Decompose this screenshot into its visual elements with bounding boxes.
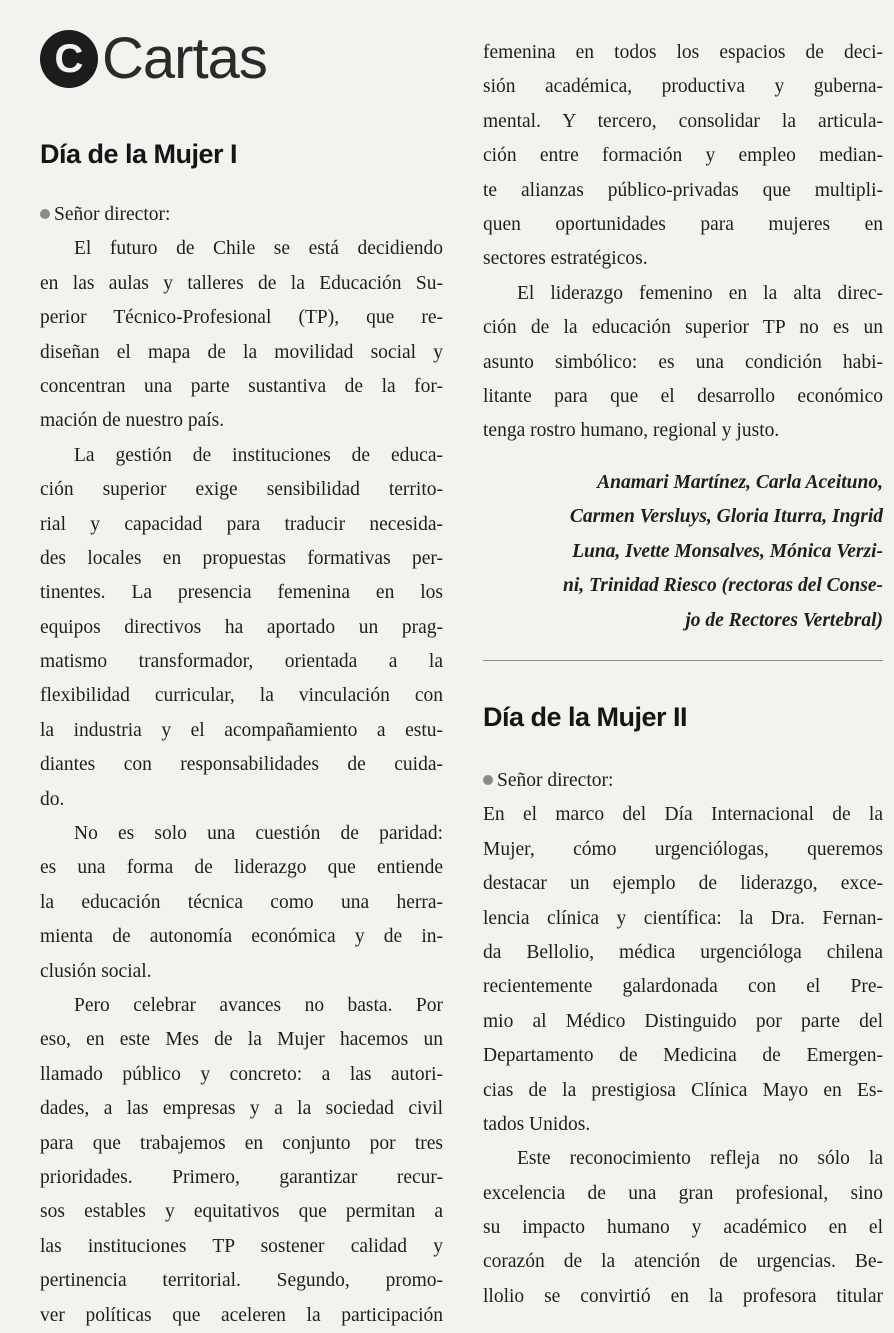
letter1-signature — [483, 466, 883, 638]
text-line: mio al Médico Distinguido por parte del — [483, 1010, 883, 1032]
text-line: dades, a las empresas y a la sociedad civil — [40, 1098, 443, 1120]
text-line: la industria y el acompañamiento a estu- — [40, 719, 443, 741]
text-line: No es solo una cuestión de paridad: — [74, 823, 443, 845]
text-line: concentran una parte sustantiva de la for- — [40, 375, 443, 397]
text-line: asunto simbólico: es una condición habi- — [483, 351, 883, 373]
letter2-salutation — [483, 764, 883, 798]
letter1-body — [40, 198, 443, 1333]
text-line: excelencia de una gran profesional, sino — [483, 1182, 883, 1204]
text-line: mienta de autonomía económica y de in- — [40, 926, 443, 948]
letter2-lines — [483, 798, 883, 1314]
text-line: quen oportunidades para mujeres en — [483, 213, 883, 235]
text-line: llolio se convirtió en la profesora titular — [483, 1285, 883, 1307]
letter2-title: Día de la Mujer II — [483, 702, 688, 732]
text-line: para que trabajemos en conjunto por tres — [40, 1132, 443, 1154]
text-line: matismo transformador, orientada a la — [40, 651, 443, 673]
text-line: es una forma de liderazgo que entiende — [40, 857, 443, 879]
letter1-continued — [483, 36, 883, 449]
text-line: Este reconocimiento refleja no sólo la — [517, 1148, 883, 1170]
bullet-icon — [483, 775, 493, 785]
text-line: prioridades. Primero, garantizar recur- — [40, 1166, 443, 1188]
text-line: eso, en este Mes de la Mujer hacemos un — [40, 1029, 443, 1051]
text-line: diseñan el mapa de la movilidad social y — [40, 341, 443, 363]
signature-line: Luna, Ivette Monsalves, Mónica Verzi- — [572, 540, 883, 562]
text-line: llamado público y concreto: a las autori- — [40, 1063, 443, 1085]
text-line: flexibilidad curricular, la vinculación con — [40, 685, 443, 707]
text-line: tinentes. La presencia femenina en los — [40, 582, 443, 604]
signature-line: ni, Trinidad Riesco (rectoras del Conse- — [563, 575, 883, 597]
text-line: litante para que el desarrollo económico — [483, 385, 883, 407]
signature-line: Carmen Versluys, Gloria Iturra, Ingrid — [569, 506, 883, 528]
text-line: El liderazgo femenino en la alta direc- — [517, 282, 883, 304]
section-badge: C — [40, 30, 98, 88]
text-line: ción de la educación superior TP no es un — [483, 317, 883, 339]
text-line: clusión social. — [40, 960, 152, 982]
text-line: recientemente galardonada con el Pre- — [483, 976, 883, 998]
text-line: corazón de la atención de urgencias. Be- — [483, 1251, 883, 1273]
text-line: ver políticas que aceleren la participación — [40, 1304, 443, 1326]
bullet-icon — [40, 209, 50, 219]
section-title: Cartas — [102, 26, 267, 91]
text-line: cias de la prestigiosa Clínica Mayo en Es- — [483, 1079, 883, 1101]
letter2-body — [483, 764, 883, 1314]
text-line: ción superior exige sensibilidad territo- — [40, 479, 443, 501]
signature-line: Anamari Martínez, Carla Aceituno, — [597, 472, 883, 493]
letter1-salutation — [40, 198, 443, 232]
text-line: tados Unidos. — [483, 1113, 591, 1135]
text-line: su impacto humano y académico en el — [483, 1217, 883, 1239]
text-line: femenina en todos los espacios de deci- — [483, 42, 883, 63]
text-line: pertinencia territorial. Segundo, promo- — [40, 1270, 443, 1292]
text-line: El futuro de Chile se está decidiendo — [74, 238, 443, 260]
text-line: perior Técnico-Profesional (TP), que re- — [40, 307, 443, 329]
text-line: Departamento de Medicina de Emergen- — [483, 1045, 883, 1067]
letter1-title: Día de la Mujer I — [40, 139, 238, 169]
text-line: las instituciones TP sostener calidad y — [40, 1235, 443, 1257]
salutation-text: Señor director: — [497, 770, 614, 791]
text-line: tenga rostro humano, regional y justo. — [483, 420, 780, 442]
text-line: des locales en propuestas formativas per- — [40, 547, 443, 569]
divider — [483, 660, 883, 661]
text-line: en las aulas y talleres de la Educación Su- — [40, 272, 443, 294]
text-line: la educación técnica como una herra- — [40, 891, 443, 913]
text-line: ción entre formación y empleo median- — [483, 145, 883, 167]
text-line: sión académica, productiva y guberna- — [483, 76, 883, 98]
text-line: La gestión de instituciones de educa- — [74, 444, 443, 466]
text-line: rial y capacidad para traducir necesida- — [40, 513, 443, 535]
section-header — [40, 22, 267, 96]
text-line: mental. Y tercero, consolidar la articula- — [483, 110, 883, 132]
text-line: diantes con responsabilidades de cuida- — [40, 754, 443, 776]
text-line: Pero celebrar avances no basta. Por — [74, 994, 443, 1016]
signature-line: jo de Rectores Vertebral) — [685, 609, 883, 631]
letter1-lines — [40, 232, 443, 1333]
text-line: equipos directivos ha aportado un prag- — [40, 616, 443, 638]
text-line: sectores estratégicos. — [483, 248, 648, 270]
text-line: te alianzas público-privadas que multipli- — [483, 179, 883, 201]
text-line: mación de nuestro país. — [40, 410, 225, 432]
text-line: Mujer, cómo urgenciólogas, queremos — [483, 838, 883, 860]
text-line: da Bellolio, médica urgencióloga chilena — [483, 941, 883, 963]
text-line: lencia clínica y científica: la Dra. Fernan- — [483, 907, 883, 929]
text-line: destacar un ejemplo de liderazgo, exce- — [483, 873, 883, 895]
text-line: do. — [40, 788, 65, 810]
text-line: En el marco del Día Internacional de la — [483, 804, 883, 826]
text-line: sos estables y equitativos que permitan a — [40, 1201, 443, 1223]
letter1-continued-lines — [483, 36, 883, 449]
salutation-text: Señor director: — [54, 204, 171, 225]
